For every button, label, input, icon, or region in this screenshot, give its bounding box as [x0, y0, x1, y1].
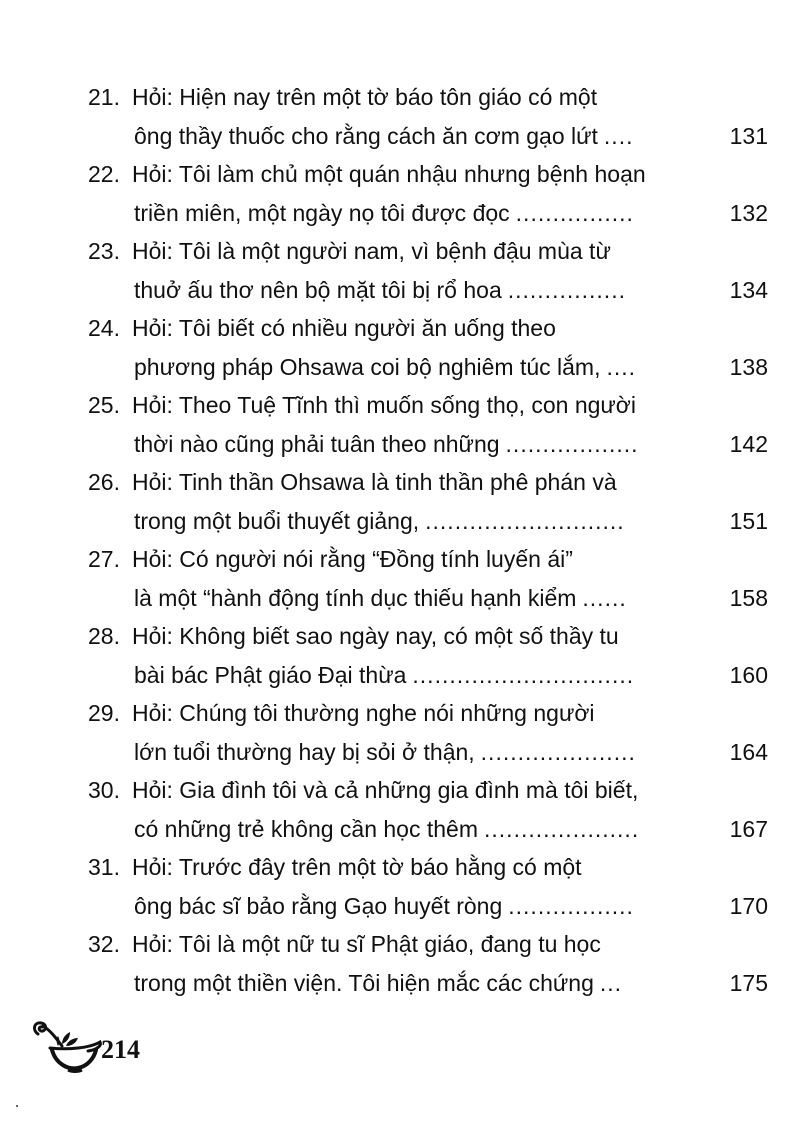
entry-title-cont: trong một buổi thuyết giảng,	[134, 507, 420, 534]
entry-number: 30.	[88, 777, 120, 803]
entry-number: 24.	[88, 315, 120, 341]
entry-title: Hỏi: Không biết sao ngày nay, có một số thầy tu	[132, 623, 619, 649]
entry-page: 142	[729, 430, 768, 457]
entry-number: 26.	[88, 469, 120, 495]
entry-page: 132	[729, 199, 768, 226]
dot-leader: ................	[507, 276, 626, 303]
toc-entry	[88, 155, 768, 232]
scan-speck	[16, 1105, 18, 1107]
page-number: 214	[101, 1035, 140, 1064]
entry-title-cont: lớn tuổi thường hay bị sỏi ở thận,	[134, 738, 475, 765]
entry-title: Hỏi: Theo Tuệ Tĩnh thì muốn sống thọ, con người	[132, 392, 636, 418]
entry-number: 32.	[88, 931, 120, 957]
entry-number: 25.	[88, 392, 120, 418]
dot-leader: ...........................	[425, 507, 625, 534]
entry-title: Hỏi: Chúng tôi thường nghe nói những người	[132, 700, 595, 726]
dot-leader: ..................	[505, 430, 639, 457]
entry-page: 138	[729, 353, 768, 380]
page-footer	[28, 1020, 140, 1080]
entry-page: 134	[729, 276, 768, 303]
entry-title: Hỏi: Trước đây trên một tờ báo hằng có một	[132, 854, 582, 880]
entry-title: Hỏi: Tôi là một nữ tu sĩ Phật giáo, đang tu học	[132, 931, 601, 957]
entry-title: Hỏi: Tôi là một người nam, vì bệnh đậu mùa từ	[132, 238, 611, 264]
toc-entry	[88, 694, 768, 771]
entry-title: Hỏi: Hiện nay trên một tờ báo tôn giáo có một	[132, 84, 598, 110]
entry-title-cont: triền miên, một ngày nọ tôi được đọc	[134, 199, 510, 226]
entry-title-cont: là một “hành động tính dục thiếu hạnh kiểm	[134, 584, 577, 611]
toc-entry	[88, 848, 768, 925]
table-of-contents	[88, 78, 768, 1002]
entry-title: Hỏi: Gia đình tôi và cả những gia đình mà tôi biết,	[132, 777, 639, 803]
toc-entry	[88, 232, 768, 309]
dot-leader: ..............................	[412, 661, 635, 688]
entry-number: 29.	[88, 700, 120, 726]
entry-title-cont: bài bác Phật giáo Đại thừa	[134, 661, 407, 688]
entry-title-cont: thuở ấu thơ nên bộ mặt tôi bị rổ hoa	[134, 276, 502, 303]
toc-entry	[88, 771, 768, 848]
entry-number: 31.	[88, 854, 120, 880]
dot-leader: ......	[582, 584, 627, 611]
toc-entry	[88, 309, 768, 386]
teapot-bowl-ornament-icon	[28, 1020, 103, 1080]
dot-leader: .................	[508, 892, 634, 919]
entry-number: 23.	[88, 238, 120, 264]
entry-title: Hỏi: Tinh thần Ohsawa là tinh thần phê phán và	[132, 469, 617, 495]
entry-page: 164	[729, 738, 768, 765]
dot-leader: .....................	[484, 815, 640, 842]
entry-page: 151	[729, 507, 768, 534]
entry-number: 21.	[88, 84, 120, 110]
toc-entry	[88, 463, 768, 540]
entry-title-cont: có những trẻ không cần học thêm	[134, 815, 479, 842]
entry-page: 131	[729, 122, 768, 149]
entry-title-cont: ông bác sĩ bảo rằng Gạo huyết ròng	[134, 892, 503, 919]
entry-page: 160	[729, 661, 768, 688]
entry-number: 27.	[88, 546, 120, 572]
entry-title: Hỏi: Tôi biết có nhiều người ăn uống theo	[132, 315, 556, 341]
dot-leader: ...	[599, 969, 623, 996]
entry-page: 170	[729, 892, 768, 919]
toc-entry	[88, 540, 768, 617]
entry-title-cont: trong một thiền viện. Tôi hiện mắc các chứng	[134, 969, 594, 996]
entry-title-cont: ông thầy thuốc cho rằng cách ăn cơm gạo lứt	[134, 122, 598, 149]
entry-page: 158	[729, 584, 768, 611]
toc-entry	[88, 617, 768, 694]
entry-title: Hỏi: Có người nói rằng “Đồng tính luyến ái”	[132, 546, 573, 572]
entry-number: 28.	[88, 623, 120, 649]
entry-page: 167	[729, 815, 768, 842]
dot-leader: .....................	[480, 738, 636, 765]
entry-title-cont: thời nào cũng phải tuân theo những	[134, 430, 500, 457]
dot-leader: ....	[606, 353, 637, 380]
toc-entry	[88, 925, 768, 1002]
toc-entry	[88, 78, 768, 155]
entry-page: 175	[729, 969, 768, 996]
entry-title: Hỏi: Tôi làm chủ một quán nhậu nhưng bệnh hoạn	[132, 161, 646, 187]
entry-title-cont: phương pháp Ohsawa coi bộ nghiêm túc lắm,	[134, 353, 601, 380]
dot-leader: ................	[515, 199, 634, 226]
dot-leader: ....	[603, 122, 634, 149]
entry-number: 22.	[88, 161, 120, 187]
toc-entry	[88, 386, 768, 463]
